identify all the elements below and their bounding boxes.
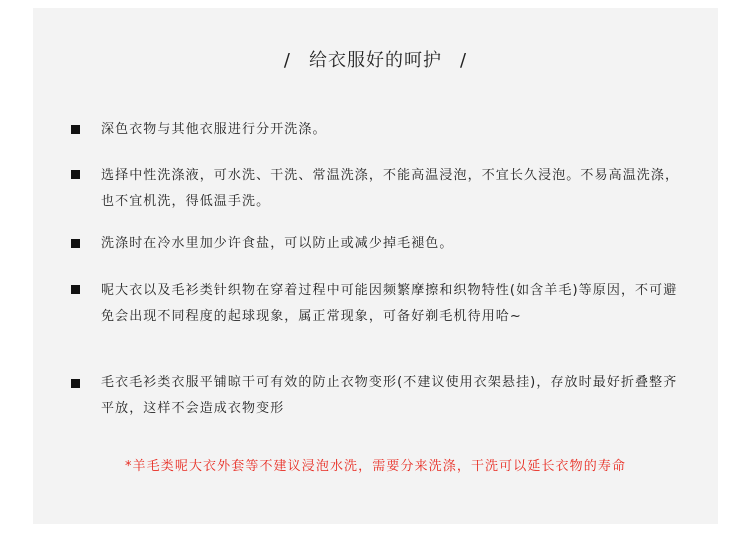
square-bullet-icon bbox=[71, 170, 80, 179]
care-item bbox=[71, 117, 691, 143]
care-item-text: 深色衣物与其他衣服进行分开洗涤。 bbox=[101, 122, 327, 137]
square-bullet-icon bbox=[71, 239, 80, 248]
care-item bbox=[71, 163, 691, 215]
title-left-slash: / bbox=[283, 50, 291, 71]
care-item bbox=[71, 231, 691, 257]
title-text: 给衣服好的呵护 bbox=[309, 50, 442, 71]
care-item-text: 洗涤时在冷水里加少许食盐，可以防止或减少掉毛褪色。 bbox=[101, 236, 454, 251]
care-item-text: 毛衣毛衫类衣服平铺晾干可有效的防止衣物变形(不建议使用衣架悬挂)，存放时最好折叠整齐平放，这样不会造成衣物变形 bbox=[101, 375, 678, 416]
care-item bbox=[71, 278, 691, 356]
square-bullet-icon bbox=[71, 285, 80, 294]
care-item-text: 呢大衣以及毛衫类针织物在穿着过程中可能因频繁摩擦和织物特性(如含羊毛)等原因，不可避免会出现不同程度的起球现象，属正常现象，可备好剃毛机待用哈~ bbox=[101, 283, 678, 324]
care-item bbox=[71, 370, 691, 422]
square-bullet-icon bbox=[71, 379, 80, 388]
section-title bbox=[33, 46, 718, 72]
care-panel bbox=[33, 8, 718, 524]
wool-care-note: *羊毛类呢大衣外套等不建议浸泡水洗，需要分来洗涤，干洗可以延长衣物的寿命 bbox=[124, 459, 627, 474]
square-bullet-icon bbox=[71, 125, 80, 134]
care-item-text: 选择中性洗涤液，可水洗、干洗、常温洗涤，不能高温浸泡，不宜长久浸泡。不易高温洗涤，也不宜机洗，得低温手洗。 bbox=[101, 168, 680, 209]
title-right-slash: / bbox=[460, 50, 468, 71]
